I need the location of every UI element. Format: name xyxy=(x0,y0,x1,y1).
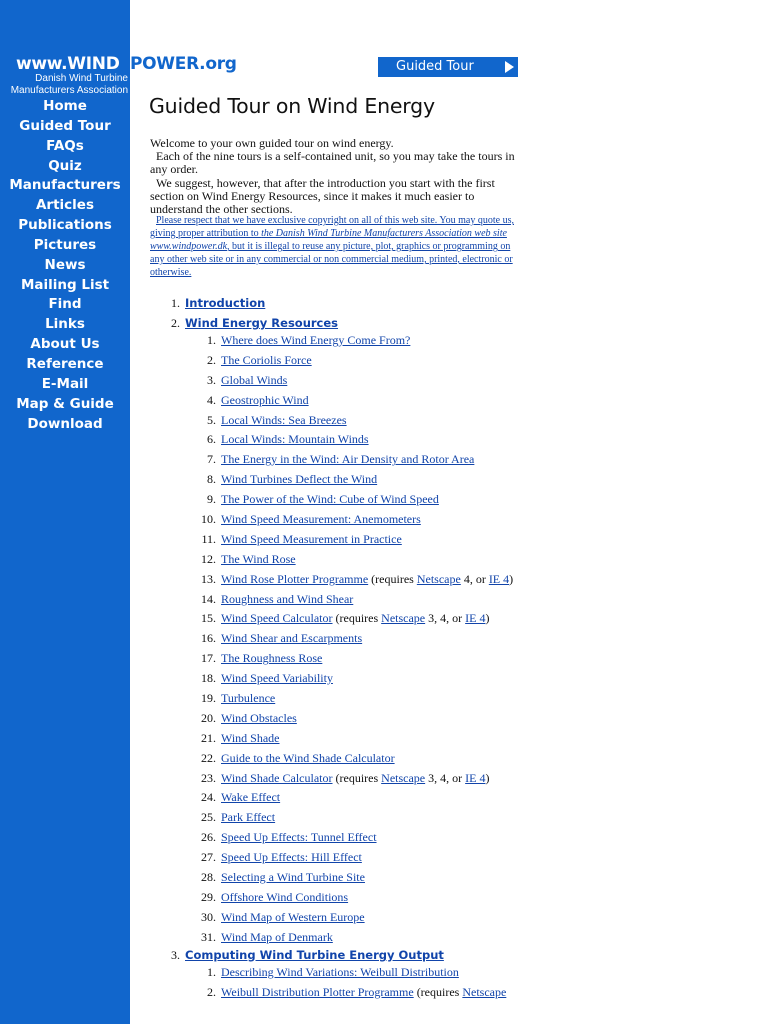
sidebar-item-guided-tour[interactable]: Guided Tour xyxy=(19,117,111,134)
toc-item-text xyxy=(221,432,369,447)
toc-item-text xyxy=(221,532,402,547)
toc-item-number: 16. xyxy=(201,631,216,646)
toc-link-wind-speed-measurement-in-practice[interactable]: Wind Speed Measurement in Practice xyxy=(221,531,402,546)
copyright-link-part2[interactable]: , but it is illegal to reuse any picture, plot, graphics or programming on any other web site or in any commercial or non commercial medium, printed, electronic or otherwise. xyxy=(150,241,513,278)
toc-item-number: 12. xyxy=(201,551,216,566)
toc-item xyxy=(150,985,530,1005)
logo-subtitle-line1: Danish Wind Turbine xyxy=(35,73,128,84)
toc-item-number: 8. xyxy=(207,472,216,487)
toc-link-wind-speed-calculator[interactable]: Wind Speed Calculator xyxy=(221,611,333,626)
toc-item xyxy=(150,711,530,731)
toc-item-number: 20. xyxy=(201,710,216,725)
toc-section-computing-output xyxy=(150,948,530,1005)
sidebar-item-about-us[interactable]: About Us xyxy=(30,336,100,353)
toc-item-text xyxy=(221,711,297,726)
toc-item xyxy=(150,771,530,791)
toc-item-text xyxy=(221,965,459,980)
toc-item-number: 15. xyxy=(201,611,216,626)
requires-prefix-text: (requires xyxy=(332,611,382,626)
toc-item-text xyxy=(221,512,421,527)
toc-item-number: 14. xyxy=(201,591,216,606)
toc-item xyxy=(150,532,530,552)
toc-item-number: 28. xyxy=(201,870,216,885)
toc-link-wind-speed-measurement-anemometers[interactable]: Wind Speed Measurement: Anemometers xyxy=(221,512,421,527)
ie-link[interactable]: IE 4 xyxy=(465,770,486,785)
toc-item-number: 17. xyxy=(201,651,216,666)
ie-link[interactable]: IE 4 xyxy=(488,571,510,586)
toc-item-text xyxy=(221,870,365,885)
toc-item xyxy=(150,492,530,512)
toc-item-number: 11. xyxy=(201,531,216,546)
toc-item-number: 24. xyxy=(201,790,216,805)
page-title: Guided Tour on Wind Energy xyxy=(149,94,435,118)
logo-text-power-org: POWER.org xyxy=(130,54,237,74)
toc-item-number: 5. xyxy=(207,412,216,427)
toc-item-text xyxy=(221,492,439,507)
toc-item-text xyxy=(221,751,395,766)
toc-item-number: 3. xyxy=(207,372,216,387)
sidebar-item-mailing-list[interactable]: Mailing List xyxy=(20,276,110,293)
toc-section-number: 3. xyxy=(171,947,180,962)
netscape-link[interactable]: Netscape xyxy=(381,770,426,785)
toc-item-number: 22. xyxy=(201,750,216,765)
toc-link-weibull-distribution-plotter-programme[interactable]: Weibull Distribution Plotter Programme xyxy=(221,984,414,999)
toc-section-number: 1. xyxy=(171,296,180,310)
toc-item-number: 30. xyxy=(201,909,216,924)
toc-item-text xyxy=(221,452,474,467)
toc-item xyxy=(150,890,530,910)
copyright-link-attribution[interactable]: the Danish Wind Turbine Manufacturers Association web site www.windpower.dk xyxy=(150,228,507,252)
toc-link-global-winds[interactable]: Global Winds xyxy=(221,372,288,387)
requires-version-text: 3, 4, or xyxy=(425,770,466,785)
toc-link-the-roughness-rose[interactable]: The Roughness Rose xyxy=(221,651,323,666)
sidebar xyxy=(0,0,130,1024)
ie-link[interactable]: IE 4 xyxy=(465,611,486,626)
toc-item-text xyxy=(221,651,322,666)
toc-link-wind-speed-variability[interactable]: Wind Speed Variability xyxy=(221,671,333,686)
toc-section-introduction xyxy=(150,296,530,316)
requires-version-text: 4, or xyxy=(460,571,489,586)
requires-suffix-text: ) xyxy=(485,770,490,785)
toc-item-text xyxy=(221,790,280,805)
toc-item-text xyxy=(221,393,309,408)
sidebar-item-reference[interactable]: Reference xyxy=(26,355,104,372)
toc-item xyxy=(150,572,530,592)
requires-prefix-text: (requires xyxy=(368,571,417,586)
toc-link-wind-map-of-western-europe[interactable]: Wind Map of Western Europe xyxy=(221,909,365,924)
toc-item-text xyxy=(221,810,275,825)
toc-item xyxy=(150,830,530,850)
toc-item-text xyxy=(221,731,280,746)
toc-item xyxy=(150,432,530,452)
requires-suffix-text: ) xyxy=(509,571,514,586)
toc-item-number: 29. xyxy=(201,889,216,904)
toc-item-text xyxy=(221,910,365,925)
toc-link-describing-wind-variations-weibull-distribution[interactable]: Describing Wind Variations: Weibull Distribution xyxy=(221,964,459,979)
toc-item-text xyxy=(221,930,333,945)
toc-link-offshore-wind-conditions[interactable]: Offshore Wind Conditions xyxy=(221,889,349,904)
netscape-link[interactable]: Netscape xyxy=(416,571,461,586)
toc-link-computing-output[interactable]: Computing Wind Turbine Energy Output xyxy=(185,947,444,962)
toc-item-number: 1. xyxy=(207,964,216,979)
intro-text xyxy=(150,137,520,216)
toc-item-number: 6. xyxy=(207,432,216,447)
toc-item-number: 10. xyxy=(201,512,216,527)
toc-item xyxy=(150,333,530,353)
intro-paragraph-2: Each of the nine tours is a self-contained unit, so you may take the tours in any order. xyxy=(150,149,515,177)
toc-link-wind-shade-calculator[interactable]: Wind Shade Calculator xyxy=(221,770,333,785)
toc-link-guide-to-the-wind-shade-calculator[interactable]: Guide to the Wind Shade Calculator xyxy=(221,750,395,765)
toc-subsection-list xyxy=(150,965,530,1005)
copyright-notice[interactable] xyxy=(150,214,520,279)
toc-item xyxy=(150,631,530,651)
logo-text-www-wind: www.WIND xyxy=(16,54,120,74)
toc-item xyxy=(150,393,530,413)
guided-tour-button-label: Guided Tour xyxy=(396,59,474,74)
toc-item-number: 7. xyxy=(207,452,216,467)
sidebar-item-pictures[interactable]: Pictures xyxy=(33,236,97,253)
toc-item-number: 2. xyxy=(207,984,216,999)
toc-link-speed-up-effects-tunnel-effect[interactable]: Speed Up Effects: Tunnel Effect xyxy=(221,830,377,845)
toc-item-text xyxy=(221,572,513,587)
toc-link-the-coriolis-force[interactable]: The Coriolis Force xyxy=(221,352,312,367)
toc-link-where-does-wind-energy-come-from[interactable]: Where does Wind Energy Come From? xyxy=(221,333,411,347)
copyright-link-part1[interactable]: Please respect that we have exclusive copyright on all of this web site. You may quote us, giving proper attribution to xyxy=(150,215,514,239)
sidebar-item-e-mail[interactable]: E-Mail xyxy=(41,375,89,392)
toc-item-number: 23. xyxy=(201,770,216,785)
requires-prefix-text: (requires xyxy=(332,770,382,785)
toc-link-the-power-of-the-wind-cube-of-wind-speed[interactable]: The Power of the Wind: Cube of Wind Speed xyxy=(221,492,439,507)
sidebar-item-news[interactable]: News xyxy=(44,256,86,273)
toc-link-roughness-and-wind-shear[interactable]: Roughness and Wind Shear xyxy=(221,591,354,606)
toc-item-text xyxy=(221,592,353,607)
toc-item xyxy=(150,373,530,393)
toc-item-number: 2. xyxy=(207,352,216,367)
requires-prefix-text: (requires xyxy=(413,984,463,999)
toc-item-number: 27. xyxy=(201,850,216,865)
toc-item-number: 19. xyxy=(201,691,216,706)
toc-link-wind-shear-and-escarpments[interactable]: Wind Shear and Escarpments xyxy=(221,631,363,646)
toc-item xyxy=(150,850,530,870)
toc-item-number: 18. xyxy=(201,671,216,686)
toc-link-wind-turbines-deflect-the-wind[interactable]: Wind Turbines Deflect the Wind xyxy=(221,472,378,487)
toc-item-text xyxy=(221,985,506,1000)
sidebar-nav xyxy=(0,97,130,434)
toc-link-wind-energy-resources[interactable]: Wind Energy Resources xyxy=(185,316,339,330)
toc-link-wake-effect[interactable]: Wake Effect xyxy=(221,790,281,805)
sidebar-item-home[interactable]: Home xyxy=(43,98,87,114)
netscape-link[interactable]: Netscape xyxy=(381,611,426,626)
toc-item-number: 1. xyxy=(207,333,216,347)
requires-version-text: 3, 4, or xyxy=(425,611,466,626)
toc-item-number: 31. xyxy=(201,929,216,944)
toc-link-wind-rose-plotter-programme[interactable]: Wind Rose Plotter Programme xyxy=(221,571,369,586)
toc-section-number: 2. xyxy=(171,316,180,330)
sidebar-item-quiz[interactable]: Quiz xyxy=(48,157,82,174)
sidebar-item-manufacturers[interactable]: Manufacturers xyxy=(9,177,121,194)
toc-link-local-winds-mountain-winds[interactable]: Local Winds: Mountain Winds xyxy=(221,432,369,447)
toc-item-text xyxy=(221,771,489,786)
toc-item-number: 13. xyxy=(201,571,216,586)
toc-link-the-energy-in-the-wind-air-density-and-rotor-area[interactable]: The Energy in the Wind: Air Density and Rotor Area xyxy=(221,452,475,467)
toc-item-text xyxy=(221,611,489,626)
sidebar-item-download[interactable]: Download xyxy=(27,415,103,432)
toc-item-number: 9. xyxy=(207,492,216,507)
toc-link-wind-map-of-denmark[interactable]: Wind Map of Denmark xyxy=(221,929,333,944)
toc-item xyxy=(150,413,530,433)
toc-item xyxy=(150,452,530,472)
toc-link-turbulence[interactable]: Turbulence xyxy=(221,691,276,706)
toc-item xyxy=(150,671,530,691)
sidebar-item-articles[interactable]: Articles xyxy=(35,197,94,214)
toc-item xyxy=(150,552,530,572)
toc-item xyxy=(150,651,530,671)
toc-link-park-effect[interactable]: Park Effect xyxy=(221,810,276,825)
toc-item-text xyxy=(221,850,362,865)
toc-item-number: 21. xyxy=(201,730,216,745)
sidebar-item-links[interactable]: Links xyxy=(45,316,85,333)
sidebar-item-publications[interactable]: Publications xyxy=(18,217,112,234)
toc-link-wind-obstacles[interactable]: Wind Obstacles xyxy=(221,710,297,725)
toc-item-text xyxy=(221,413,347,428)
intro-paragraph-1: Welcome to your own guided tour on wind energy. xyxy=(150,136,394,150)
toc-link-local-winds-sea-breezes[interactable]: Local Winds: Sea Breezes xyxy=(221,412,347,427)
toc-item-number: 26. xyxy=(201,830,216,845)
toc-item xyxy=(150,691,530,711)
toc-link-speed-up-effects-hill-effect[interactable]: Speed Up Effects: Hill Effect xyxy=(221,850,362,865)
toc-link-wind-shade[interactable]: Wind Shade xyxy=(221,730,280,745)
requires-suffix-text: ) xyxy=(485,611,490,626)
guided-tour-button[interactable] xyxy=(378,57,518,77)
toc-item-text xyxy=(221,472,377,487)
toc-item-text xyxy=(221,353,312,368)
toc-item-text xyxy=(221,373,287,388)
toc-item xyxy=(150,790,530,810)
toc-item-number: 25. xyxy=(201,810,216,825)
toc-item-text xyxy=(221,552,296,567)
toc-item-text xyxy=(221,890,348,905)
toc-subsection-list xyxy=(150,333,530,950)
toc-item-text xyxy=(221,830,377,845)
toc-item xyxy=(150,472,530,492)
sidebar-item-faqs[interactable]: FAQs xyxy=(46,137,84,154)
toc-link-introduction[interactable]: Introduction xyxy=(185,296,266,310)
toc-item xyxy=(150,751,530,771)
intro-paragraph-3: We suggest, however, that after the introduction you start with the first section on Wind Energy Resources, since it makes it much easier to understand the other sections. xyxy=(150,175,495,217)
table-of-contents xyxy=(150,296,530,1004)
toc-item xyxy=(150,810,530,830)
toc-item-text xyxy=(221,671,333,686)
toc-item xyxy=(150,592,530,612)
logo-subtitle-line2: Manufacturers Association xyxy=(10,85,128,96)
toc-item xyxy=(150,353,530,373)
toc-link-geostrophic-wind[interactable]: Geostrophic Wind xyxy=(221,392,309,407)
toc-item xyxy=(150,870,530,890)
toc-link-selecting-a-wind-turbine-site[interactable]: Selecting a Wind Turbine Site xyxy=(221,870,365,885)
toc-item xyxy=(150,910,530,930)
toc-item-text xyxy=(221,333,410,348)
play-arrow-icon xyxy=(505,61,514,73)
toc-item-text xyxy=(221,691,275,706)
toc-link-the-wind-rose[interactable]: The Wind Rose xyxy=(221,551,296,566)
toc-item xyxy=(150,731,530,751)
sidebar-item-find[interactable]: Find xyxy=(48,296,82,313)
toc-section-wind-energy-resources xyxy=(150,316,530,950)
toc-item xyxy=(150,965,530,985)
toc-item-text xyxy=(221,631,362,646)
toc-item-number: 4. xyxy=(207,392,216,407)
netscape-link[interactable]: Netscape xyxy=(462,984,507,999)
sidebar-item-map-guide[interactable]: Map & Guide xyxy=(16,395,114,412)
toc-item xyxy=(150,611,530,631)
toc-item xyxy=(150,512,530,532)
